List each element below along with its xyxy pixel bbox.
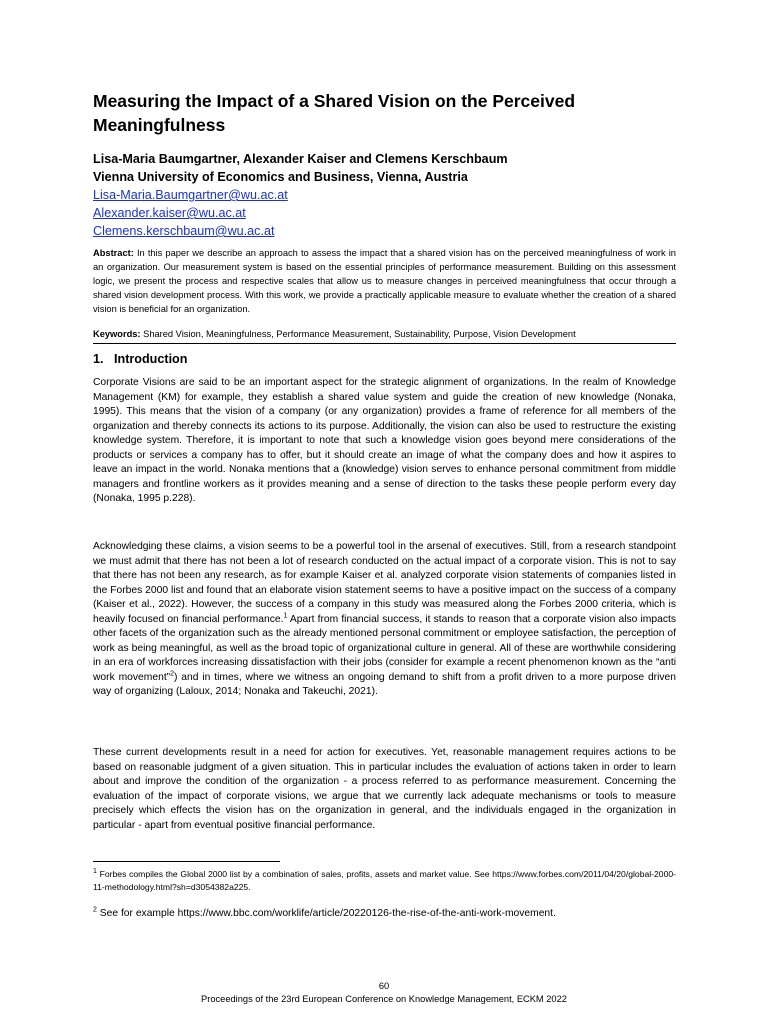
author-block	[93, 150, 676, 240]
footnote-divider	[93, 861, 280, 862]
keywords	[93, 327, 676, 344]
body-paragraph: Corporate Visions are said to be an important aspect for the strategic alignment of organizations. In the realm of Knowledge Management (KM) for example, they establish a shared value system and guide the creation of new knowledge (Nonaka, 1995). This means that the vision of a company (or any organization) provides a frame of reference for all members of the organization and thereby connects its actions to its purpose. Additionally, the vision can also be used to restructure the existing knowledge system. Therefore, it is important to note that such a knowledge vision goes beyond mere considerations of the products or services a company has to offer, but it should create an image of what the company does and how it aspires to leave an impact in the world. Nonaka mentions that a (knowledge) vision serves to enhance personal commitment from middle managers and frontline workers as it provides meaning and a sense of direction to the tasks these people perform every day (Nonaka, 1995 p.228).	[93, 377, 676, 504]
author-email-link[interactable]: Clemens.kerschbaum@wu.ac.at	[93, 224, 275, 238]
abstract-label: Abstract:	[93, 248, 134, 258]
section-number: 1.	[93, 352, 104, 366]
section-heading-introduction	[93, 350, 676, 368]
paragraph-text: Apart from financial success, it stands to reason that a corporate vision also impacts other facets of the organization such as the already mentioned personal commitment or employee satisfaction, the perception of work as being meaningful, as well as the broad topic of organizational culture in general. All of these are worthwhile considering in an era of workforces increasing dissatisfaction with their jobs (consider for example a recent phenomenon known as the “anti work movement”	[93, 613, 676, 683]
footnote-reference: 2	[170, 670, 175, 678]
footnote-text: See for example https://www.bbc.com/worklife/article/20220126-the-rise-of-the-anti-work-movement.	[96, 908, 556, 919]
paragraph-text: ) and in times, where we witness an ongoing demand to shift from a profit driven to a more purpose driven way of organizing (Laloux, 2014; Nonaka and Takeuchi, 2021).	[93, 671, 676, 697]
abstract-text: In this paper we describe an approach to assess the impact that a shared vision has on the perceived meaningfulness of work in an organization. Our measurement system is based on the essential principles of performance measurement. Building on this assessment logic, we present the process and respective scales that allow us to measure changes in perceived meaningfulness that occur through a shared vision development process. With this work, we provide a practically applicable measure to evaluate whether the creation of a shared vision is beneficial for an organization.	[93, 248, 676, 314]
abstract	[93, 246, 676, 316]
footnote-1	[93, 868, 676, 893]
footnote-reference: 1	[283, 612, 288, 620]
author-affiliation: Vienna University of Economics and Business, Vienna, Austria	[93, 170, 468, 184]
section-title: Introduction	[114, 352, 188, 366]
author-names: Lisa-Maria Baumgartner, Alexander Kaiser and Clemens Kerschbaum	[93, 152, 508, 166]
footnote-text: Forbes compiles the Global 2000 list by a combination of sales, profits, assets and market value. See https://www.forbes.com/2011/04/20/global-2000-11-methodology.html?sh=d3054382a225.	[93, 869, 676, 892]
keywords-text: Shared Vision, Meaningfulness, Performance Measurement, Sustainability, Purpose, Vision Development	[143, 329, 576, 339]
footnote-2	[93, 907, 676, 921]
author-email-link[interactable]: Lisa-Maria.Baumgartner@wu.ac.at	[93, 188, 288, 202]
author-email-link[interactable]: Alexander.kaiser@wu.ac.at	[93, 206, 246, 220]
footnote-marker: 1	[93, 868, 97, 876]
footnote-marker: 2	[93, 906, 97, 914]
page-number: 60	[378, 981, 390, 991]
paper-title: Measuring the Impact of a Shared Vision on the Perceived Meaningfulness	[93, 91, 576, 135]
keywords-label: Keywords:	[93, 329, 141, 339]
proceedings-line: Proceedings of the 23rd European Conference on Knowledge Management, ECKM 2022	[201, 994, 567, 1004]
paragraph-text: Acknowledging these claims, a vision seems to be a powerful tool in the arsenal of executives. Still, from a research standpoint we must admit that there has not been a lot of research conducted on the actual impact of a corporate vision. This is not to say that there has not been any research, as for example Kaiser et al. analyzed corporate vision statements of companies listed in the Forbes 2000 list and found that an elaborate vision statement seems to have a positive impact on the success of a company (Kaiser et al., 2022). However, the success of a company in this study was measured along the Forbes 2000 criteria, which is heavily focused on financial performance.	[93, 541, 676, 625]
body-paragraph	[93, 540, 676, 700]
body-paragraph: These current developments result in a need for action for executives. Yet, reasonable management requires actions to be based on reasonable judgment of a given situation. This in particular includes the evaluation of actions taken in order to learn about and improve the condition of the organization - a process referred to as performance measurement. Concerning the evaluation of the impact of corporate visions, we argue that we currently lack adequate mechanisms or tools to measure precisely which effects the vision has on the organization in general, and the individuals engaged in the organization in particular - apart from eventual positive financial performance.	[93, 747, 676, 831]
page-footer	[0, 980, 768, 1006]
